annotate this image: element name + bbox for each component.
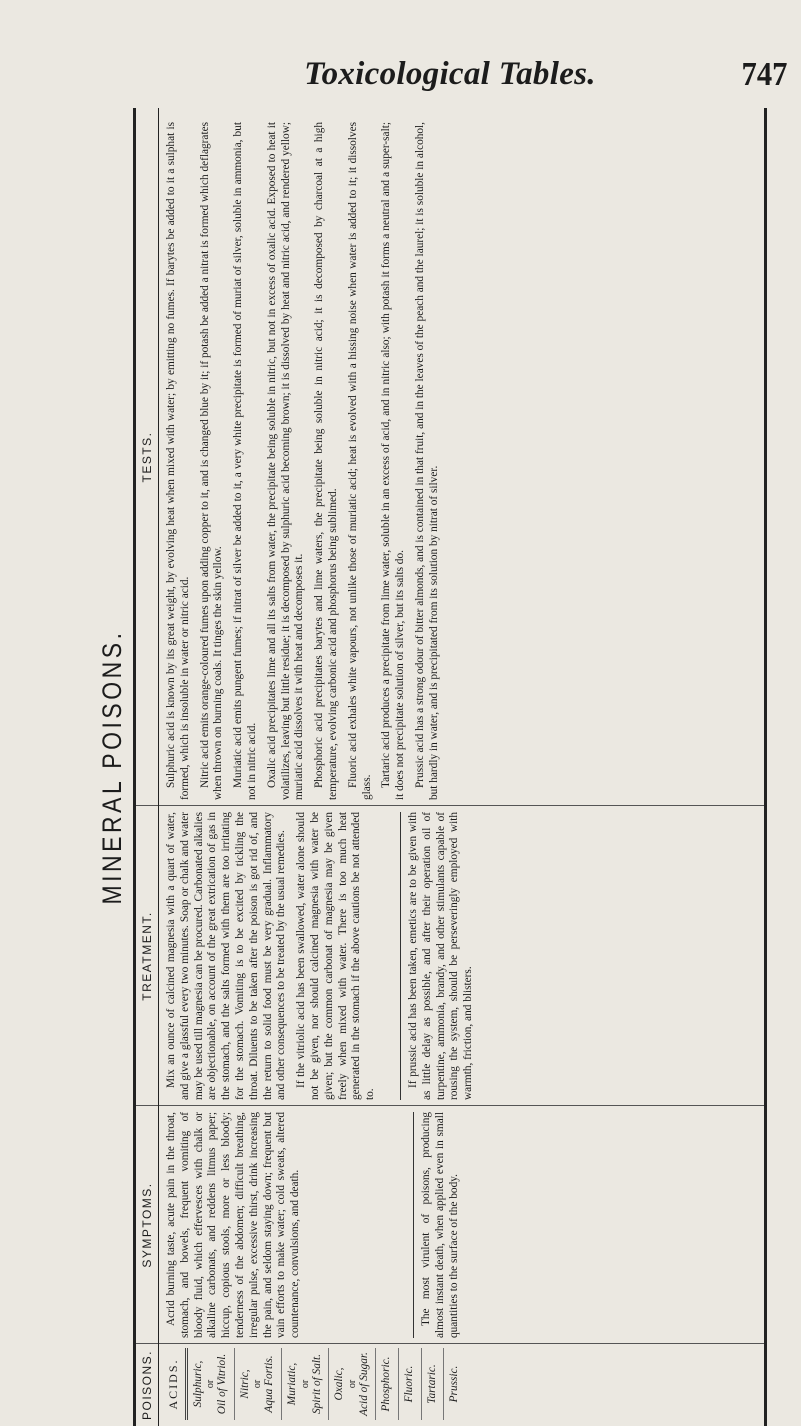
treatment-p3: If prussic acid has been taken, emetics are to be given with as little delay as possible, and after their operation oil of turpentine, ammonia, brandy, and other stimulants capable of rousing the system, should be perseveringly employed with warmth, friction, and blisters.	[406, 812, 475, 1100]
poison-oxalic	[328, 1348, 375, 1420]
running-title: Toxicological Tables.	[304, 56, 596, 92]
test-oxalic: Oxalic acid precipitates lime and all its salts from water, the precipitate being soluble in nitric, but not in excess of oxalic acid. Exposed to heat it volatilizes, leaving but little residue; it is decomposed by sulphuric acid becoming brown; it is dissolved by heat and nitric acid, and rendered yellow; muriatic acid dissolves it with heat and decomposes it.	[265, 122, 306, 800]
treatment-p2: If the vitriolic acid has been swallowed, water alone should not be given, nor should calcined magnesia with water be given; but the common carbonat of magnesia may be given freely when mixed with water. There is too much heat generated in the stomach if the above cautions be not attended to.	[295, 812, 377, 1100]
poison-name: Oxalic,	[333, 1367, 346, 1401]
tests-text	[159, 108, 442, 806]
section-rule	[413, 1112, 414, 1338]
poison-alt-name: Spirit of Salt.	[310, 1354, 323, 1414]
treatment-text	[159, 806, 476, 1106]
table-grid	[133, 108, 767, 1426]
test-phosphoric: Phosphoric acid precipitates barytes and lime waters, the precipitate being soluble in nitric acid; it is decomposed by charcoal at a high temperature, evolving carbonic acid and phosphorus being sublimed.	[313, 122, 339, 800]
treatment-p1: Mix an ounce of calcined magnesia with a quart of water, and give a glassful every two minutes. Soap or chalk and water may be used till magnesia can be procured. Carbonated alkalies are objectionable, on account of the great extrication of gas in the stomach, and the salts formed with them are too irritating for the stomach. Vomiting is to be excited by tickling the throat. Diluents to be taken after the poison is got rid of, and the return to solid food must be very gradual. Inflammatory and other consequences to be treated by the usual remedies.	[165, 812, 288, 1100]
rotated-table-area	[97, 108, 799, 1426]
page-header	[130, 56, 790, 98]
poisons-header: POISONS.	[136, 1344, 159, 1426]
test-nitric: Nitric acid emits orange-coloured fumes upon adding copper to it, and is changed blue by it; if potash be added a nitrat is formed which deflagrates when thrown on burning coals. It tinges the skin yellow.	[198, 122, 225, 800]
tests-header: TESTS.	[136, 108, 159, 806]
poison-alt-name: Oil of Vitriol.	[216, 1353, 229, 1415]
symptoms-column	[136, 1105, 764, 1344]
poison-name: Muriatic,	[285, 1362, 298, 1406]
test-tartaric: Tartaric acid produces a precipitate from lime water, soluble in an excess of acid, and in nitric also; with potash it forms a neutral and a super-salt; it does not precipitate solution of silver, but its salts do.	[380, 122, 407, 800]
poison-or: or	[346, 1379, 358, 1389]
poison-or: or	[205, 1379, 217, 1389]
test-fluoric: Fluoric acid exhales white vapours, not unlike those of muriatic acid; heat is evolved with a hissing noise when water is added to it; it dissolves glass.	[346, 122, 373, 800]
test-muriatic: Muriatic acid emits pungent fumes; if nitrat of silver be added to it, a very white precipitate is formed of muriat of silver, soluble in ammonia, but not in nitric acid.	[232, 122, 258, 800]
poison-alt-name: Acid of Sugar.	[357, 1352, 370, 1416]
test-prussic: Prussic acid has a strong odour of bitter almonds, and is contained in that fruit, and in the leaves of the peach and the laurel; it is soluble in alcohol, but hardly in water, and is precipitated from its solution by nitrat of silver.	[413, 122, 440, 800]
poison-muriatic	[281, 1348, 328, 1420]
section-rule	[400, 812, 401, 1100]
test-sulphuric: Sulphuric acid is known by its great weight, by evolving heat when mixed with water; by emitting no fumes. If barytes be added to it a sulphat is formed, which is insoluble in water or nitric acid.	[165, 122, 191, 800]
page-number: 747	[741, 56, 788, 93]
symptoms-acids: Acrid burning taste, acute pain in the throat, stomach, and bowels, frequent vomiting of bloody fluid, which effervesces with chalk or alkaline carbonats, and reddens litmus paper; hiccup, copious stools, more or less bloody; tenderness of the abdomen; difficult breathing, irregular pulse, excessive thirst, drink increasing the pain, and seldom staying down; frequent but vain efforts to make water; cold sweats, altered countenance, convulsions, and death.	[165, 1112, 302, 1338]
poison-name: Fluoric.	[402, 1365, 415, 1403]
poisons-column	[136, 1343, 764, 1426]
poison-sulphuric	[188, 1348, 234, 1420]
group-label-acids: ACIDS.	[166, 1358, 180, 1410]
poison-phosphoric	[375, 1348, 398, 1420]
poison-name: Nitric,	[238, 1369, 251, 1399]
poison-list	[159, 1344, 466, 1426]
poison-alt-name: Aqua Fortis.	[263, 1355, 276, 1413]
poison-nitric	[234, 1348, 281, 1420]
symptoms-text	[159, 1106, 461, 1344]
treatment-column	[136, 805, 764, 1106]
poison-prussic	[443, 1348, 466, 1420]
poisons-table	[97, 108, 799, 1426]
table-title: MINERAL POISONS.	[97, 629, 127, 905]
poison-name: Prussic.	[448, 1365, 461, 1403]
poison-or: or	[299, 1379, 311, 1389]
poison-name: Sulphuric,	[191, 1360, 204, 1408]
poison-name: Phosphoric.	[380, 1356, 393, 1412]
poison-tartaric	[421, 1348, 444, 1420]
symptoms-header: SYMPTOMS.	[136, 1106, 159, 1344]
treatment-header: TREATMENT.	[136, 806, 159, 1106]
symptoms-prussic: The most virulent of poisons, producing almost instant death, when applied even in small quantities to the surface of the body.	[419, 1112, 460, 1338]
poison-fluoric	[398, 1348, 421, 1420]
tests-column	[136, 108, 764, 806]
poison-or: or	[252, 1379, 264, 1389]
poison-name: Tartaric.	[425, 1364, 438, 1404]
